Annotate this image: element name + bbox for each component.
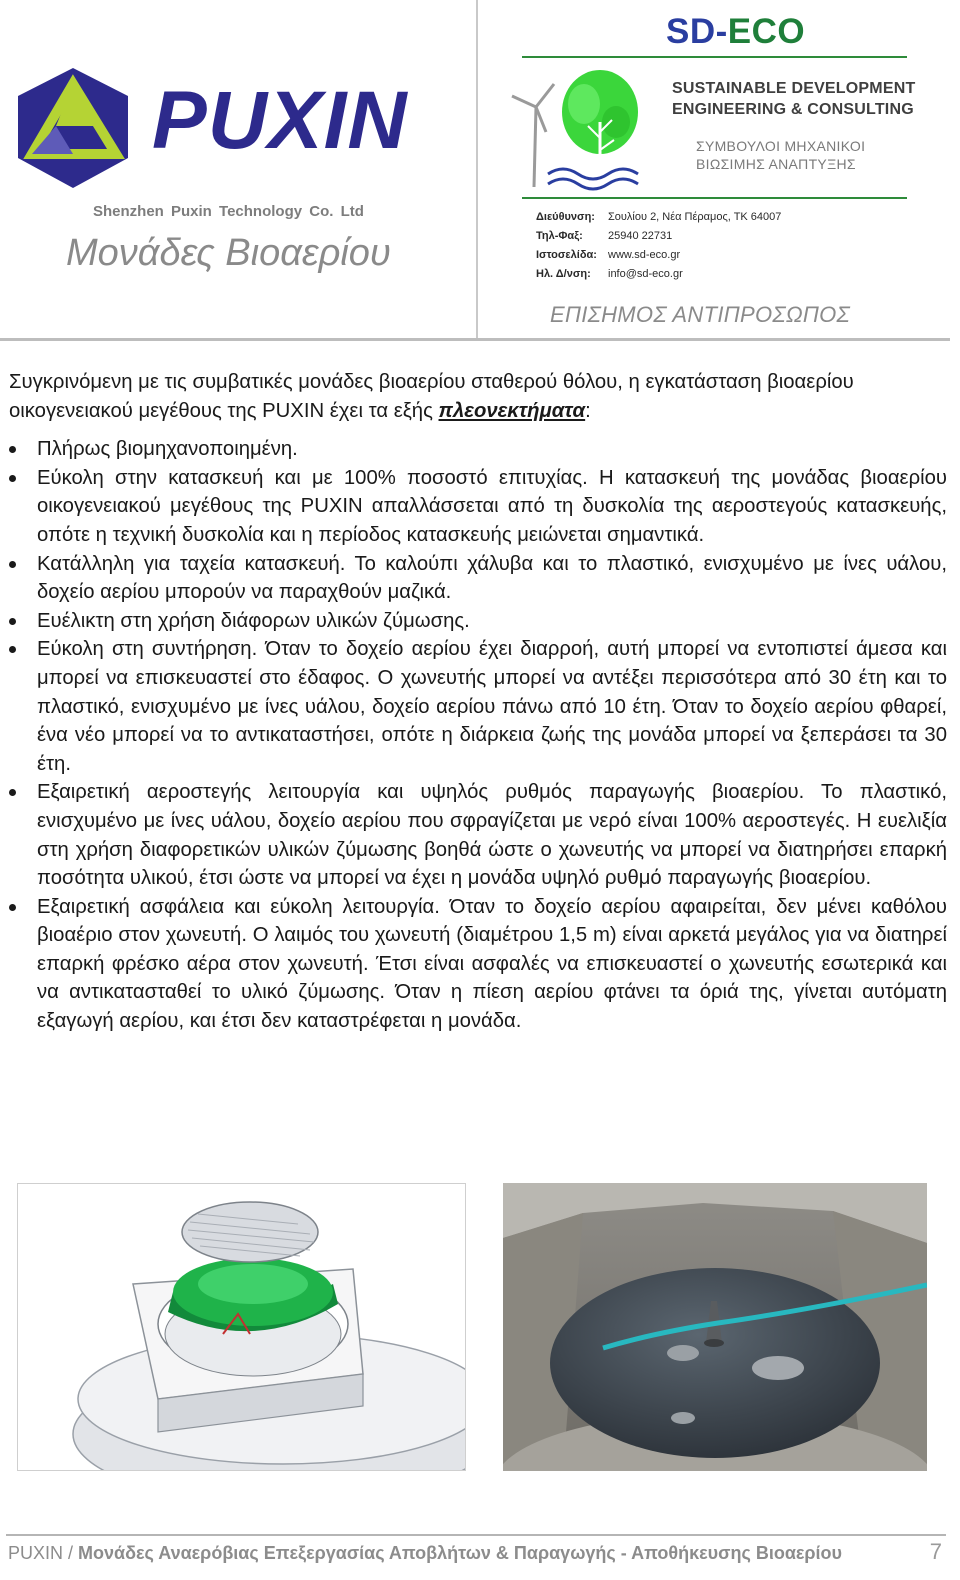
bullet-icon	[9, 904, 16, 911]
sdeco-greek-line1: ΣΥΜΒΟΥΛΟΙ ΜΗΧΑΝΙΚΟΙ	[696, 138, 866, 154]
contact-value: Σουλίου 2, Νέα Πέραμος, ΤΚ 64007	[608, 211, 782, 223]
contact-block	[536, 211, 781, 287]
list-item-text: Πλήρως βιομηχανοποιημένη.	[37, 438, 298, 461]
official-representative-label: ΕΠΙΣΗΜΟΣ ΑΝΤΙΠΡΟΣΩΠΟΣ	[550, 302, 851, 327]
contact-row-website	[536, 249, 781, 268]
list-item	[9, 435, 947, 464]
intro-text: Συγκρινόμενη με τις συμβατικές μονάδες βιοαερίου σταθερού θόλου, η εγκατάσταση βιοαερίου οικογενειακού μεγέθους της PUXIN έχει τα εξής	[9, 371, 854, 422]
intro-paragraph	[9, 368, 947, 425]
header-bottom-rule	[0, 338, 950, 341]
units-title: Μονάδες Βιοαερίου	[66, 232, 391, 274]
bullet-icon	[9, 789, 16, 796]
puxin-brand-panel	[0, 0, 475, 340]
footer-rule	[6, 1534, 946, 1536]
sdeco-title-sd: SD-	[666, 12, 728, 51]
bullet-icon	[9, 646, 16, 653]
bullet-icon	[9, 561, 16, 568]
footer-brand: PUXIN /	[8, 1543, 79, 1563]
sdeco-name-line2: ENGINEERING & CONSULTING	[672, 101, 914, 118]
page-number: 7	[929, 1539, 942, 1564]
list-item-text: Εύκολη στην κατασκευή και με 100% ποσοστό επιτυχίας. Η κατασκευή της μονάδας βιοαερίου οικογενειακού μεγέθους της PUXIN απαλλάσσεται από τη δυσκολία της αεροστεγούς κατασκευής, οπότε η τεχνική δυσκολία και η περίοδος κατασκευής μειώνεται σημαντικά.	[37, 466, 947, 546]
document-body	[9, 368, 947, 1036]
sdeco-title-eco: ECO	[727, 12, 806, 51]
company-name: Shenzhen Puxin Technology Co. Ltd	[93, 203, 364, 220]
sdeco-greek-line2: ΒΙΩΣΙΜΗΣ ΑΝΑΠΤΥΞΗΣ	[696, 156, 856, 172]
digester-3d-render-image	[17, 1183, 466, 1471]
digester-render-graphic	[18, 1184, 466, 1471]
bullet-icon	[9, 618, 16, 625]
contact-value-website[interactable]: www.sd-eco.gr	[608, 249, 681, 261]
contact-row-email	[536, 268, 781, 287]
gas-holder-photo-graphic	[503, 1183, 927, 1471]
advantages-list	[9, 435, 947, 1035]
sdeco-brand-panel	[478, 0, 960, 340]
sdeco-title	[666, 12, 805, 52]
contact-row-address	[536, 211, 781, 230]
puxin-logo-text: PUXIN	[152, 75, 408, 166]
document-header	[0, 0, 960, 345]
installed-gas-holder-photo	[503, 1183, 927, 1471]
wind-turbine-tree-icon	[508, 62, 658, 197]
contact-label: Τηλ-Φαξ:	[536, 230, 583, 242]
sdeco-name-line1: SUSTAINABLE DEVELOPMENT	[672, 80, 916, 97]
sdeco-bottom-rule	[522, 197, 907, 199]
intro-emphasis: πλεονεκτήματα	[438, 399, 586, 422]
bullet-icon	[9, 475, 16, 482]
contact-value: 25940 22731	[608, 230, 673, 242]
contact-row-phone	[536, 230, 781, 249]
contact-label: Ηλ. Δ/νση:	[536, 268, 591, 280]
bullet-icon	[9, 446, 16, 453]
list-item-text: Εξαιρετική αεροστεγής λειτουργία και υψηλός ρυθμός παραγωγής βιοαερίου. Το πλαστικό, ενισχυμένο με ίνες υάλου, δοχείο αερίου που σφραγίζεται με νερό είναι 100% αεροστεγές. Η ευελιξία στη χρήση διαφορετικών υλικών ζύμωσης βοηθά ώστε ο χωνευτής να μπορεί να διατηρήσει επαρκή ποσότητα υλικού, έτσι ώστε να μπορεί να έχει η μονάδα υψηλό ρυθμό παραγωγής βιοαερίου.	[37, 781, 947, 890]
list-item	[9, 893, 947, 1036]
list-item	[9, 778, 947, 892]
list-item-text: Κατάλληλη για ταχεία κατασκευή. Το καλούπι χάλυβα και το πλαστικό, ενισχυμένο με ίνες υάλου, δοχείο αερίου μπορούν να παραχθούν μαζικά.	[37, 552, 947, 604]
list-item-text: Εξαιρετική ασφάλεια και εύκολη λειτουργία. Όταν το δοχείο αερίου αφαιρείται, δεν μένει καθόλου βιοαέριο στον χωνευτή. Ο λαιμός του χωνευτή (διαμέτρου 1,5 m) είναι αρκετά μεγάλος για να διατηρεί επαρκή φρέσκο αέρα στον χωνευτή. Έτσι είναι ασφαλές να επισκευαστεί ο χωνευτής εσωτερικά και να αντικατασταθεί το υλικό ζύμωσης. Όταν η πίεση αερίου φτάνει τα όριά της, γίνεται αυτόματη εξαγωγή αερίου, και έτσι δεν καταστρέφεται η μονάδα.	[37, 895, 947, 1033]
sdeco-top-rule	[522, 56, 907, 58]
list-item	[9, 607, 947, 636]
list-item-text: Ευέλικτη στη χρήση διάφορων υλικών ζύμωσης.	[37, 609, 470, 632]
list-item	[9, 635, 947, 778]
page-footer	[8, 1539, 948, 1573]
contact-label: Διεύθυνση:	[536, 211, 595, 223]
intro-end: :	[585, 399, 591, 422]
list-item	[9, 464, 947, 550]
contact-value-email[interactable]: info@sd-eco.gr	[608, 268, 683, 280]
list-item-text: Εύκολη στη συντήρηση. Όταν το δοχείο αερίου έχει διαρροή, αυτή μπορεί να εντοπιστεί άμεσα και μπορεί να επισκευαστεί στο έδαφος. Ο χωνευτής μπορεί να αντέξει περισσότερα από 30 έτη και το πλαστικό, ενισχυμένο με ίνες υάλου, δοχείο αερίου πάνω από 10 έτη. Όταν το δοχείο αερίου φθαρεί, ένα νέο μπορεί να το αντικαταστήσει, οπότε η διάρκεια ζωής της μονάδα μπορεί να ξεπεράσει τα 30 έτη.	[37, 638, 947, 775]
footer-title: Μονάδες Αναερόβιας Επεξεργασίας Αποβλήτων & Παραγωγής - Αποθήκευσης Βιοαερίου	[78, 1543, 843, 1563]
contact-label: Ιστοσελίδα:	[536, 249, 597, 261]
list-item	[9, 550, 947, 607]
